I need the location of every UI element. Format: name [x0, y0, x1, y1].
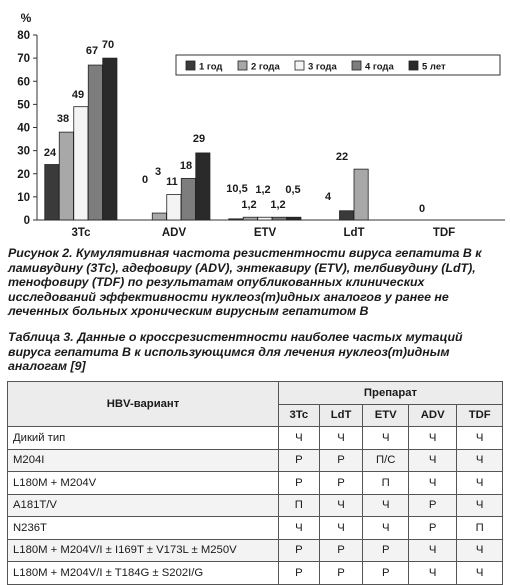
bar: [167, 195, 181, 220]
bar: [354, 169, 368, 220]
resistance-cell: Ч: [319, 494, 363, 517]
resistance-cell: Р: [319, 472, 363, 495]
y-tick-label: 10: [17, 191, 30, 204]
bar: [74, 107, 88, 220]
resistance-cell: Р: [319, 562, 363, 585]
bar: [340, 211, 354, 220]
resistance-cell: Р: [279, 449, 320, 472]
resistance-cell: Р: [409, 517, 457, 540]
resistance-cell: Р: [409, 494, 457, 517]
legend-swatch: [238, 61, 247, 70]
x-tick-label: 3Tc: [71, 227, 91, 239]
drug-header-ldt: LdT: [319, 404, 363, 427]
resistance-cell: Ч: [409, 472, 457, 495]
figure-caption: Рисунок 2. Кумулятивная частота резистентности вируса гепатита В к ламивудину (3Tc), адефовиру (ADV), энтекавиру (ETV), телбивудину (LdT), тенофовиру (TDF) по результатам опубликованных клинических исследований эффективности нуклеоз(т)идных аналогов у ранее не леченных больных хроническим вирусным гепатитом В: [8, 246, 482, 319]
variant-cell: L180M + M204V/I ± I169T ± V173L ± M250V: [8, 539, 279, 562]
y-tick-label: 0: [23, 215, 30, 227]
resistance-cell: П: [457, 517, 503, 540]
table-caption: Таблица 3. Данные о кроссрезистентности наиболее частых мутаций вируса гепатита В к использующимся для лечения нуклеоз(т)идным аналогам [9]: [8, 330, 463, 374]
x-tick-label: TDF: [432, 227, 456, 239]
x-tick-label: LdT: [343, 227, 365, 239]
y-tick-label: 50: [17, 99, 30, 112]
y-tick-label: 80: [17, 30, 30, 42]
data-label: 67: [85, 45, 99, 57]
variant-cell: Дикий тип: [8, 427, 279, 450]
resistance-cell: Р: [319, 539, 363, 562]
table-row: [8, 494, 503, 517]
resistance-cell: Ч: [363, 494, 409, 517]
data-label: 10,5: [226, 183, 248, 195]
data-label: 3: [154, 166, 162, 178]
resistance-cell: Ч: [457, 562, 503, 585]
legend-box: [176, 55, 500, 75]
resistance-cell: Р: [279, 539, 320, 562]
table-header-row: [8, 382, 503, 405]
drug-header-3tc: 3Tc: [279, 404, 320, 427]
resistance-cell: Ч: [319, 427, 363, 450]
bar: [103, 58, 117, 220]
variant-cell: L180M + M204V: [8, 472, 279, 495]
data-label: 0: [418, 203, 426, 215]
bar: [287, 217, 301, 220]
drug-header-etv: ETV: [363, 404, 409, 427]
resistance-cell: Ч: [409, 449, 457, 472]
table-row: [8, 539, 503, 562]
variant-cell: M204I: [8, 449, 279, 472]
data-label: 22: [335, 151, 349, 163]
data-label: 4: [324, 191, 332, 203]
table-row: [8, 449, 503, 472]
legend-label: 1 год: [199, 61, 223, 73]
legend-label: 3 года: [308, 61, 337, 73]
resistance-cell: Ч: [457, 427, 503, 450]
data-label: 1,2: [241, 199, 257, 211]
bar: [258, 217, 272, 220]
y-tick-label: 60: [17, 76, 30, 89]
resistance-cell: Р: [279, 562, 320, 585]
bar: [152, 213, 166, 220]
data-label: 0: [141, 174, 149, 186]
resistance-cell: П: [279, 494, 320, 517]
resistance-cell: Ч: [457, 539, 503, 562]
data-label: 38: [56, 113, 70, 125]
variant-cell: A181T/V: [8, 494, 279, 517]
bar: [45, 165, 59, 221]
resistance-cell: П: [363, 472, 409, 495]
resistance-cell: Ч: [363, 517, 409, 540]
y-axis-label: %: [20, 11, 32, 25]
data-label: 70: [101, 39, 115, 51]
resistance-cell: Р: [279, 472, 320, 495]
resistance-cell: Ч: [409, 562, 457, 585]
cross-resistance-table: [7, 381, 503, 585]
legend-swatch: [409, 61, 418, 70]
bar: [59, 132, 73, 220]
data-label: 49: [71, 89, 85, 101]
resistance-cell: Ч: [279, 517, 320, 540]
bar: [88, 65, 102, 220]
legend-swatch: [352, 61, 361, 70]
resistance-cell: Ч: [457, 449, 503, 472]
resistance-cell: Ч: [409, 427, 457, 450]
resistance-cell: П/С: [363, 449, 409, 472]
bar: [181, 178, 195, 220]
x-tick-label: ETV: [253, 227, 277, 239]
resistance-cell: Ч: [279, 427, 320, 450]
variant-cell: L180M + M204V/I ± T184G ± S202I/G: [8, 562, 279, 585]
resistance-bar-chart: [0, 0, 510, 240]
data-label: 24: [43, 147, 57, 159]
resistance-cell: Ч: [363, 427, 409, 450]
y-tick-label: 20: [17, 168, 30, 181]
variant-header: HBV-вариант: [8, 382, 279, 427]
table-row: [8, 517, 503, 540]
resistance-cell: Р: [363, 562, 409, 585]
legend-label: 5 лет: [422, 61, 446, 73]
bar: [272, 217, 286, 220]
data-label: 1,2: [270, 199, 286, 211]
y-tick-label: 70: [17, 53, 30, 66]
resistance-cell: Ч: [319, 517, 363, 540]
data-label: 0,5: [285, 184, 301, 196]
legend-label: 2 года: [251, 61, 280, 73]
bar: [229, 219, 243, 220]
table-row: [8, 427, 503, 450]
drug-header-adv: ADV: [409, 404, 457, 427]
drug-header-tdf: TDF: [457, 404, 503, 427]
data-label: 1,2: [255, 184, 271, 196]
resistance-cell: Ч: [457, 494, 503, 517]
table-row: [8, 472, 503, 495]
bar: [243, 217, 257, 220]
y-tick-label: 40: [17, 122, 30, 135]
resistance-cell: Ч: [409, 539, 457, 562]
table-row: [8, 562, 503, 585]
data-label: 11: [166, 176, 178, 188]
drug-header: Препарат: [279, 382, 503, 405]
data-label: 29: [192, 133, 206, 145]
y-tick-label: 30: [17, 145, 30, 158]
bar: [196, 153, 210, 220]
resistance-cell: Р: [363, 539, 409, 562]
variant-cell: N236T: [8, 517, 279, 540]
resistance-cell: Ч: [457, 472, 503, 495]
resistance-cell: Р: [319, 449, 363, 472]
legend-label: 4 года: [365, 61, 394, 73]
data-label: 18: [179, 160, 193, 172]
legend-swatch: [295, 61, 304, 70]
legend-swatch: [186, 61, 195, 70]
x-tick-label: ADV: [161, 227, 187, 239]
